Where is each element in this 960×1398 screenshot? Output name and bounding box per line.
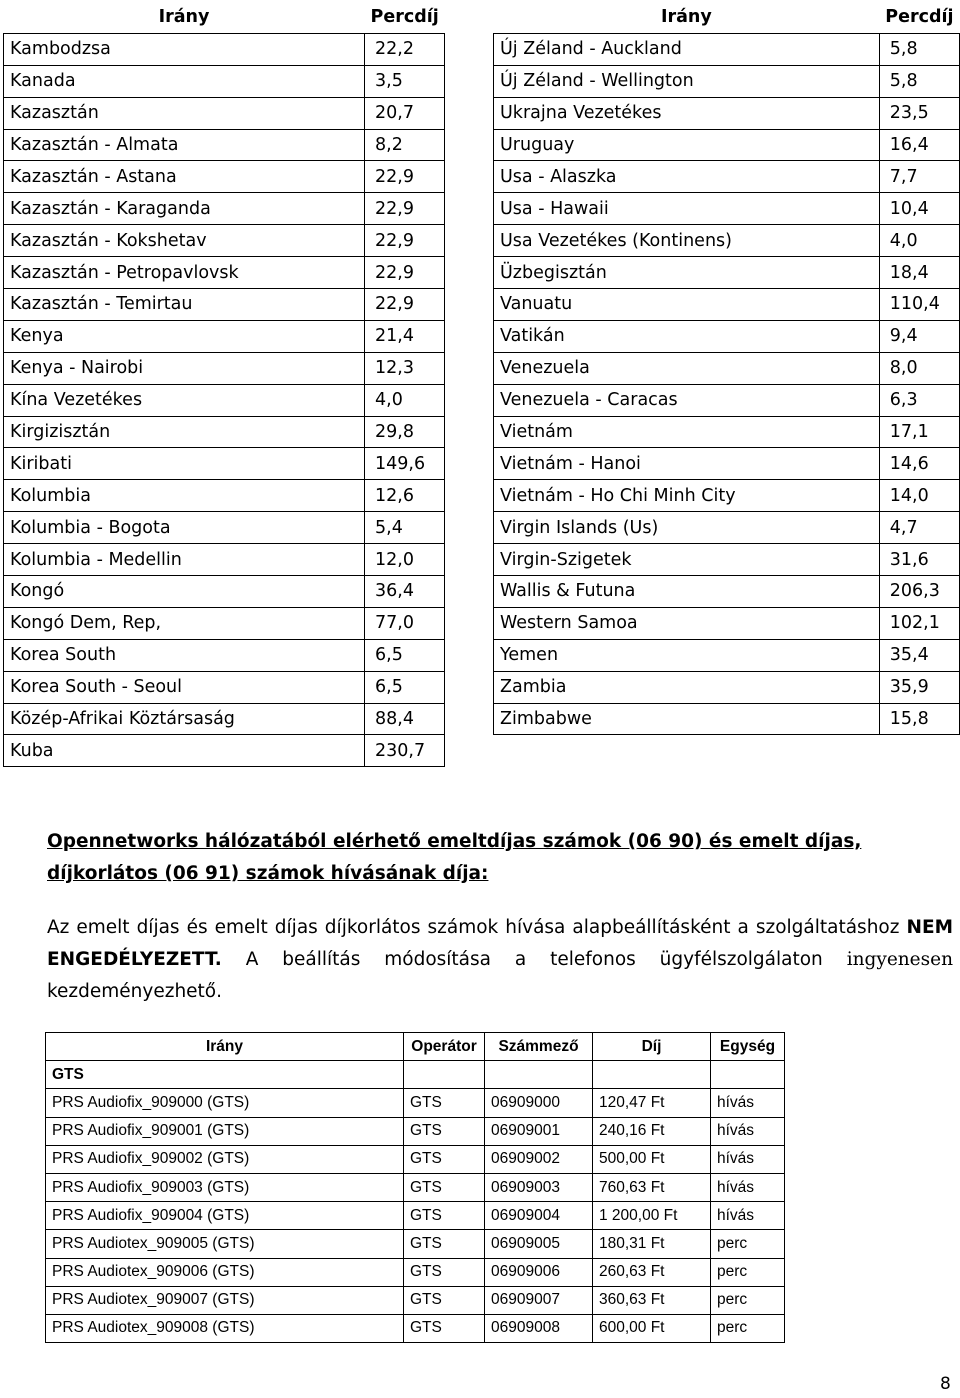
premium-row bbox=[46, 1089, 785, 1117]
premium-row bbox=[46, 1173, 785, 1201]
premium-direction: PRS Audiotex_909007 (GTS) bbox=[46, 1286, 404, 1314]
rate-row bbox=[4, 703, 445, 735]
rate-row bbox=[494, 512, 960, 544]
rate-direction: Új Zéland - Auckland bbox=[494, 33, 880, 65]
premium-fee: 240,16 Ft bbox=[593, 1117, 711, 1145]
premium-unit: hívás bbox=[711, 1202, 785, 1230]
rate-direction: Zimbabwe bbox=[494, 703, 880, 735]
rate-row bbox=[494, 129, 960, 161]
premium-direction: PRS Audiofix_909000 (GTS) bbox=[46, 1089, 404, 1117]
premium-range: 06909000 bbox=[485, 1089, 593, 1117]
rate-price: 8,0 bbox=[879, 352, 959, 384]
premium-operator: GTS bbox=[404, 1089, 485, 1117]
rate-price: 22,9 bbox=[365, 289, 445, 321]
rate-row bbox=[4, 512, 445, 544]
rate-row bbox=[494, 576, 960, 608]
paragraph-start: Az emelt díjas és emelt díjas díjkorlátos számok hívása alapbeállításként a szolgáltatáshoz bbox=[47, 917, 900, 938]
rate-row bbox=[494, 671, 960, 703]
premium-unit: perc bbox=[711, 1258, 785, 1286]
rate-row bbox=[494, 384, 960, 416]
premium-header-fee: Díj bbox=[593, 1033, 711, 1061]
rate-price: 4,0 bbox=[879, 225, 959, 257]
rate-price: 4,7 bbox=[879, 512, 959, 544]
rate-row bbox=[4, 576, 445, 608]
premium-operator: GTS bbox=[404, 1145, 485, 1173]
rate-direction: Kolumbia bbox=[4, 480, 365, 512]
premium-unit: perc bbox=[711, 1314, 785, 1342]
rate-direction: Virgin-Szigetek bbox=[494, 544, 880, 576]
paragraph-serif: ingyenesen bbox=[846, 949, 953, 970]
rate-row bbox=[4, 384, 445, 416]
rate-row bbox=[4, 448, 445, 480]
premium-row bbox=[46, 1314, 785, 1342]
premium-fee: 600,00 Ft bbox=[593, 1314, 711, 1342]
rate-direction: Venezuela bbox=[494, 352, 880, 384]
premium-number-table bbox=[45, 1032, 785, 1343]
premium-fee: 180,31 Ft bbox=[593, 1230, 711, 1258]
rate-row bbox=[4, 639, 445, 671]
rate-price: 8,2 bbox=[365, 129, 445, 161]
premium-fee: 120,47 Ft bbox=[593, 1089, 711, 1117]
premium-direction: PRS Audiotex_909005 (GTS) bbox=[46, 1230, 404, 1258]
section-paragraph bbox=[47, 912, 953, 1008]
rate-direction: Kuba bbox=[4, 735, 365, 767]
premium-range: 06909001 bbox=[485, 1117, 593, 1145]
premium-row bbox=[46, 1286, 785, 1314]
rate-price: 10,4 bbox=[879, 193, 959, 225]
header-direction: Irány bbox=[158, 7, 210, 28]
rate-direction: Új Zéland - Wellington bbox=[494, 65, 880, 97]
header-direction: Irány bbox=[660, 7, 712, 28]
rate-direction: Kirgizisztán bbox=[4, 416, 365, 448]
rate-price: 5,8 bbox=[879, 65, 959, 97]
rate-direction: Kazasztán - Almata bbox=[4, 129, 365, 161]
rate-row bbox=[494, 416, 960, 448]
paragraph-bold: NEM ENGEDÉLYEZETT. bbox=[47, 917, 953, 970]
premium-header-range: Számmező bbox=[485, 1033, 593, 1061]
premium-group-row bbox=[46, 1061, 785, 1089]
premium-operator: GTS bbox=[404, 1173, 485, 1201]
rate-direction: Kazasztán - Temirtau bbox=[4, 289, 365, 321]
rate-row bbox=[4, 97, 445, 129]
rate-price: 22,9 bbox=[365, 161, 445, 193]
rate-direction: Kambodzsa bbox=[4, 33, 365, 65]
rate-row bbox=[4, 352, 445, 384]
premium-fee: 1 200,00 Ft bbox=[593, 1202, 711, 1230]
rate-row bbox=[4, 161, 445, 193]
rate-direction: Kazasztán - Karaganda bbox=[4, 193, 365, 225]
rate-price: 149,6 bbox=[365, 448, 445, 480]
rate-row bbox=[494, 352, 960, 384]
rate-direction: Kenya bbox=[4, 320, 365, 352]
rate-price: 9,4 bbox=[879, 320, 959, 352]
premium-direction: PRS Audiotex_909006 (GTS) bbox=[46, 1258, 404, 1286]
rate-direction: Venezuela - Caracas bbox=[494, 384, 880, 416]
section-title: Opennetworks hálózatából elérhető emeltdíjas számok (06 90) és emelt díjas, díjkorlátos (06 91) számok hívásának díja: bbox=[47, 831, 862, 884]
premium-range: 06909005 bbox=[485, 1230, 593, 1258]
rate-price: 6,3 bbox=[879, 384, 959, 416]
rate-row bbox=[494, 448, 960, 480]
rate-direction: Wallis & Futuna bbox=[494, 576, 880, 608]
premium-direction: PRS Audiofix_909001 (GTS) bbox=[46, 1117, 404, 1145]
rate-direction: Kína Vezetékes bbox=[4, 384, 365, 416]
rate-row bbox=[4, 65, 445, 97]
premium-unit: hívás bbox=[711, 1173, 785, 1201]
premium-row bbox=[46, 1258, 785, 1286]
rate-price: 31,6 bbox=[879, 544, 959, 576]
premium-row bbox=[46, 1202, 785, 1230]
rate-price: 15,8 bbox=[879, 703, 959, 735]
premium-operator: GTS bbox=[404, 1258, 485, 1286]
premium-unit: hívás bbox=[711, 1145, 785, 1173]
rate-price: 7,7 bbox=[879, 161, 959, 193]
rate-price: 22,9 bbox=[365, 225, 445, 257]
rate-direction: Zambia bbox=[494, 671, 880, 703]
rate-direction: Western Samoa bbox=[494, 607, 880, 639]
premium-direction: PRS Audiotex_909008 (GTS) bbox=[46, 1314, 404, 1342]
rate-direction: Korea South - Seoul bbox=[4, 671, 365, 703]
rate-direction: Kazasztán - Kokshetav bbox=[4, 225, 365, 257]
rate-price: 21,4 bbox=[365, 320, 445, 352]
premium-operator: GTS bbox=[404, 1202, 485, 1230]
premium-range: 06909002 bbox=[485, 1145, 593, 1173]
rate-direction: Üzbegisztán bbox=[494, 257, 880, 289]
premium-row bbox=[46, 1230, 785, 1258]
premium-group-label: GTS bbox=[46, 1061, 404, 1089]
premium-fee: 260,63 Ft bbox=[593, 1258, 711, 1286]
premium-range: 06909008 bbox=[485, 1314, 593, 1342]
rate-row bbox=[4, 193, 445, 225]
rate-price: 12,6 bbox=[365, 480, 445, 512]
premium-range: 06909004 bbox=[485, 1202, 593, 1230]
rate-price: 22,2 bbox=[365, 33, 445, 65]
premium-direction: PRS Audiofix_909004 (GTS) bbox=[46, 1202, 404, 1230]
rate-row bbox=[494, 703, 960, 735]
rate-price: 35,4 bbox=[879, 639, 959, 671]
rate-direction: Kazasztán bbox=[4, 97, 365, 129]
rate-direction: Kazasztán - Astana bbox=[4, 161, 365, 193]
rate-row bbox=[494, 257, 960, 289]
rate-price: 23,5 bbox=[879, 97, 959, 129]
rate-price: 12,3 bbox=[365, 352, 445, 384]
rate-price: 17,1 bbox=[879, 416, 959, 448]
rate-row bbox=[4, 607, 445, 639]
rate-direction: Korea South bbox=[4, 639, 365, 671]
rate-price: 22,9 bbox=[365, 193, 445, 225]
rate-row bbox=[494, 33, 960, 65]
premium-row bbox=[46, 1145, 785, 1173]
rate-price: 88,4 bbox=[365, 703, 445, 735]
premium-table-header bbox=[46, 1033, 785, 1061]
premium-operator: GTS bbox=[404, 1286, 485, 1314]
rate-row bbox=[494, 480, 960, 512]
rate-row bbox=[4, 671, 445, 703]
rate-row bbox=[494, 639, 960, 671]
premium-operator: GTS bbox=[404, 1314, 485, 1342]
rate-price: 5,8 bbox=[879, 33, 959, 65]
premium-range: 06909003 bbox=[485, 1173, 593, 1201]
premium-group-empty bbox=[711, 1061, 785, 1089]
rate-price: 20,7 bbox=[365, 97, 445, 129]
rate-row bbox=[4, 129, 445, 161]
paragraph-mid: A beállítás módosítása a telefonos ügyfélszolgálaton bbox=[245, 949, 823, 970]
rate-row bbox=[494, 289, 960, 321]
premium-group-empty bbox=[485, 1061, 593, 1089]
rate-direction: Közép-Afrikai Köztársaság bbox=[4, 703, 365, 735]
rate-price: 6,5 bbox=[365, 639, 445, 671]
premium-direction: PRS Audiofix_909003 (GTS) bbox=[46, 1173, 404, 1201]
rate-table-header bbox=[4, 2, 445, 33]
rate-row bbox=[494, 225, 960, 257]
page-number: 8 bbox=[940, 1374, 951, 1394]
rate-direction: Kolumbia - Medellin bbox=[4, 544, 365, 576]
rate-row bbox=[4, 320, 445, 352]
rate-row bbox=[4, 289, 445, 321]
rate-row bbox=[494, 320, 960, 352]
rate-direction: Vietnám bbox=[494, 416, 880, 448]
rate-row bbox=[4, 257, 445, 289]
rate-direction: Kazasztán - Petropavlovsk bbox=[4, 257, 365, 289]
rate-price: 110,4 bbox=[879, 289, 959, 321]
premium-fee: 500,00 Ft bbox=[593, 1145, 711, 1173]
rate-price: 6,5 bbox=[365, 671, 445, 703]
rate-direction: Usa - Alaszka bbox=[494, 161, 880, 193]
premium-direction: PRS Audiofix_909002 (GTS) bbox=[46, 1145, 404, 1173]
premium-row bbox=[46, 1117, 785, 1145]
rate-price: 77,0 bbox=[365, 607, 445, 639]
premium-operator: GTS bbox=[404, 1230, 485, 1258]
premium-unit: perc bbox=[711, 1230, 785, 1258]
premium-header-unit: Egység bbox=[711, 1033, 785, 1061]
rate-row bbox=[494, 193, 960, 225]
rate-price: 3,5 bbox=[365, 65, 445, 97]
rate-row bbox=[494, 544, 960, 576]
rate-direction: Vietnám - Hanoi bbox=[494, 448, 880, 480]
rate-price: 5,4 bbox=[365, 512, 445, 544]
rate-price: 14,6 bbox=[879, 448, 959, 480]
rate-price: 230,7 bbox=[365, 735, 445, 767]
rate-direction: Vietnám - Ho Chi Minh City bbox=[494, 480, 880, 512]
rate-direction: Usa - Hawaii bbox=[494, 193, 880, 225]
rate-row bbox=[4, 544, 445, 576]
rate-price: 12,0 bbox=[365, 544, 445, 576]
rate-row bbox=[494, 161, 960, 193]
rate-direction: Vanuatu bbox=[494, 289, 880, 321]
premium-header-direction: Irány bbox=[46, 1033, 404, 1061]
header-price: Percdíj bbox=[370, 7, 439, 28]
rate-direction: Kolumbia - Bogota bbox=[4, 512, 365, 544]
premium-unit: hívás bbox=[711, 1089, 785, 1117]
premium-operator: GTS bbox=[404, 1117, 485, 1145]
rate-table-left bbox=[3, 2, 445, 767]
rate-direction: Kenya - Nairobi bbox=[4, 352, 365, 384]
rate-row bbox=[494, 607, 960, 639]
rate-direction: Kiribati bbox=[4, 448, 365, 480]
premium-group-empty bbox=[593, 1061, 711, 1089]
rate-price: 29,8 bbox=[365, 416, 445, 448]
rate-direction: Vatikán bbox=[494, 320, 880, 352]
premium-group-empty bbox=[404, 1061, 485, 1089]
rate-price: 4,0 bbox=[365, 384, 445, 416]
rate-direction: Usa Vezetékes (Kontinens) bbox=[494, 225, 880, 257]
rate-row bbox=[4, 480, 445, 512]
premium-header-operator: Operátor bbox=[404, 1033, 485, 1061]
rate-direction: Uruguay bbox=[494, 129, 880, 161]
rate-direction: Ukrajna Vezetékes bbox=[494, 97, 880, 129]
rate-direction: Yemen bbox=[494, 639, 880, 671]
rate-row bbox=[4, 33, 445, 65]
rate-row bbox=[494, 65, 960, 97]
rate-price: 22,9 bbox=[365, 257, 445, 289]
header-price: Percdíj bbox=[885, 7, 954, 28]
rate-row bbox=[4, 735, 445, 767]
rate-price: 18,4 bbox=[879, 257, 959, 289]
rate-direction: Kongó bbox=[4, 576, 365, 608]
premium-range: 06909007 bbox=[485, 1286, 593, 1314]
premium-range: 06909006 bbox=[485, 1258, 593, 1286]
rate-price: 206,3 bbox=[879, 576, 959, 608]
premium-fee: 760,63 Ft bbox=[593, 1173, 711, 1201]
rate-price: 35,9 bbox=[879, 671, 959, 703]
premium-unit: perc bbox=[711, 1286, 785, 1314]
premium-unit: hívás bbox=[711, 1117, 785, 1145]
rate-row bbox=[4, 416, 445, 448]
rate-price: 16,4 bbox=[879, 129, 959, 161]
rate-price: 14,0 bbox=[879, 480, 959, 512]
rate-table-header bbox=[494, 2, 960, 33]
rate-direction: Kanada bbox=[4, 65, 365, 97]
paragraph-end: kezdeményezhető. bbox=[47, 981, 223, 1002]
rate-direction: Virgin Islands (Us) bbox=[494, 512, 880, 544]
rate-row bbox=[4, 225, 445, 257]
rate-direction: Kongó Dem, Rep, bbox=[4, 607, 365, 639]
rate-table-right bbox=[493, 2, 960, 735]
rate-price: 102,1 bbox=[879, 607, 959, 639]
rate-row bbox=[494, 97, 960, 129]
rate-price: 36,4 bbox=[365, 576, 445, 608]
premium-fee: 360,63 Ft bbox=[593, 1286, 711, 1314]
